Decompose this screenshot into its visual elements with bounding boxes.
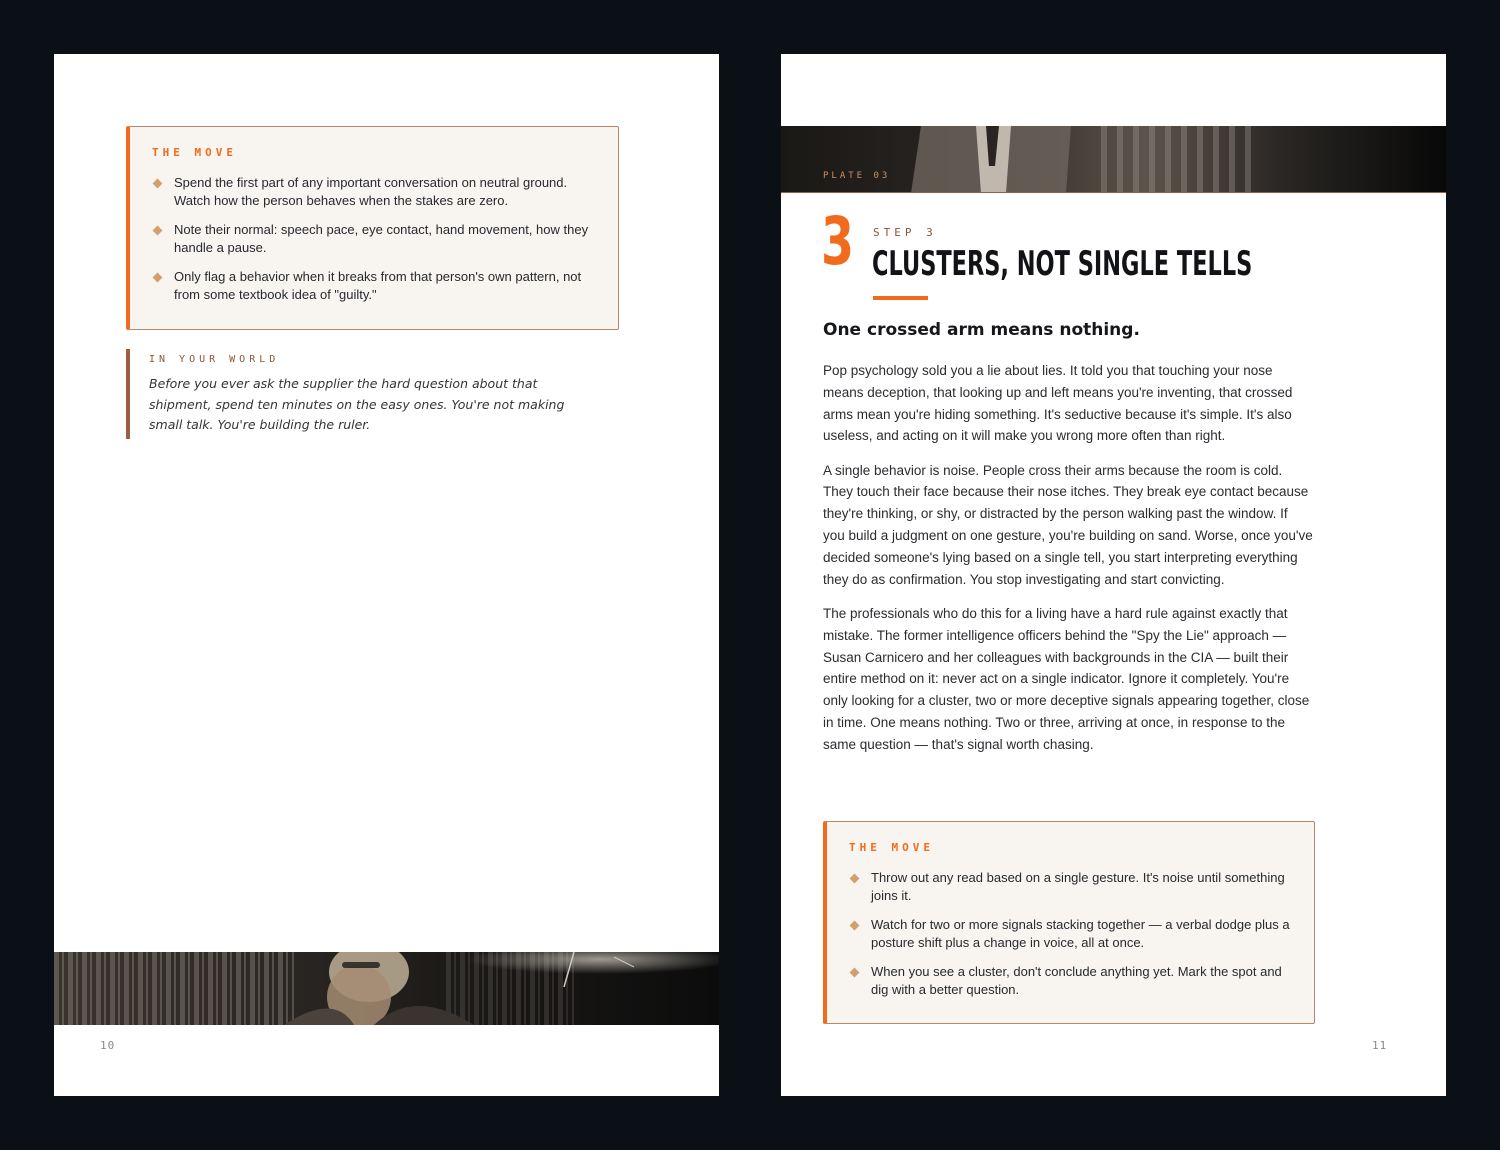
the-move-box — [823, 821, 1315, 1024]
list-item: When you see a cluster, don't conclude anything yet. Mark the spot and dig with a better question. — [847, 963, 1296, 999]
paragraph: Pop psychology sold you a lie about lies. It told you that touching your nose means deception, that looking up and left means you're inventing, that crossed arms mean you're hiding something. It's seductive because it's simple. It's also useless, and acting on it will make you wrong more often than right. — [823, 363, 1293, 444]
the-move-list — [150, 174, 600, 315]
photo-band-woman-reading — [54, 952, 719, 1025]
diamond-bullet-icon — [850, 968, 860, 978]
in-your-world-text: Before you ever ask the supplier the hard question about that shipment, spend ten minutes on the easy ones. You're not making small talk. You're building the ruler. — [149, 376, 565, 432]
the-move-box — [126, 126, 619, 330]
diamond-bullet-icon — [153, 273, 163, 283]
plate-label: PLATE 03 — [823, 171, 891, 181]
diamond-bullet-icon — [153, 179, 163, 189]
right-page — [781, 54, 1446, 1096]
woman-reading-photo — [54, 952, 719, 1025]
diamond-bullet-icon — [850, 874, 860, 884]
diamond-bullet-icon — [153, 226, 163, 236]
subhead: One crossed arm means nothing. — [823, 320, 1140, 340]
list-item: Only flag a behavior when it breaks from that person's own pattern, not from some textbook idea of "guilty." — [150, 268, 600, 304]
step-label: STEP 3 — [873, 226, 937, 239]
page-number: 11 — [1372, 1039, 1388, 1052]
left-page — [54, 54, 719, 1096]
list-item: Throw out any read based on a single gesture. It's noise until something joins it. — [847, 869, 1296, 905]
body-copy — [823, 360, 1313, 768]
list-item: Note their normal: speech pace, eye contact, hand movement, how they handle a pause. — [150, 221, 600, 257]
in-your-world-label: IN YOUR WORLD — [149, 354, 280, 365]
the-move-list — [847, 869, 1296, 1010]
diamond-bullet-icon — [850, 921, 860, 931]
page-title: CLUSTERS, NOT SINGLE TELLS — [872, 244, 1253, 284]
photo-band-plate — [781, 126, 1446, 193]
the-move-title: THE MOVE — [849, 841, 934, 854]
title-underline — [873, 296, 928, 300]
in-your-world-callout — [126, 349, 596, 439]
paragraph: The professionals who do this for a living have a hard rule against exactly that mistake. The former intelligence officers behind the "Spy the Lie" approach — Susan Carnicero and her colleagues with backgrounds in the CIA — built their entire method on it: never act on a single indicator. Ignore it completely. You're only looking for a cluster, two or more deceptive signals appearing together, close in time. One means nothing. Two or three, arriving at once, in response to the same question — that's signal worth chasing. — [823, 605, 1310, 752]
list-item: Spend the first part of any important conversation on neutral ground. Watch how the person behaves when the stakes are zero. — [150, 174, 600, 210]
man-at-desk-photo — [781, 126, 1446, 193]
paragraph: A single behavior is noise. People cross their arms because the room is cold. They touch their face because their nose itches. They break eye contact because they're thinking, or shy, or distracted by the person walking past the window. If you build a judgment on one gesture, you're building on sand. Worse, once you've decided someone's lying based on a single tell, you start interpreting everything they do as confirmation. You stop investigating and start convicting. — [823, 462, 1313, 587]
step-number: 3 — [821, 203, 855, 280]
list-item: Watch for two or more signals stacking together — a verbal dodge plus a posture shift plus a change in voice, all at once. — [847, 916, 1296, 952]
page-number: 10 — [100, 1039, 116, 1052]
the-move-title: THE MOVE — [152, 146, 237, 159]
